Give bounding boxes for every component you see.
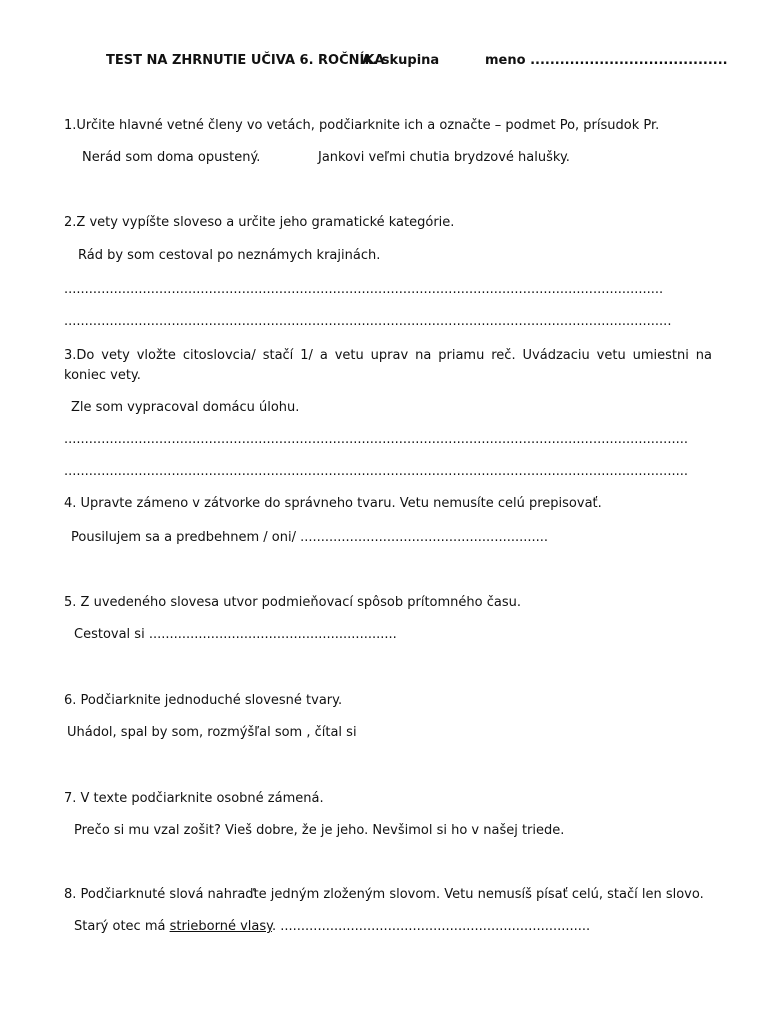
q8-instruction: 8. Podčiarknuté slová nahraďte jedným zloženým slovom. Vetu nemusíš písať celú, stačí len slovo. xyxy=(64,887,704,902)
q5-sentence: Cestoval si ............................................................ xyxy=(74,627,397,642)
q3-instruction: 3.Do vety vložte citoslovcia/ stačí 1/ a vetu uprav na priamu reč. Uvádzaciu vetu umiestni na koniec vety. xyxy=(64,348,712,383)
group-label: A. skupina xyxy=(362,53,440,68)
q2-sentence: Rád by som cestoval po neznámych krajinách. xyxy=(78,248,381,263)
q6-instruction: 6. Podčiarknite jednoduché slovesné tvary. xyxy=(64,693,343,708)
q3-sentence: Zle som vypracoval domácu úlohu. xyxy=(71,400,300,415)
q8-answer-line: . ........................................................................... xyxy=(271,919,591,934)
q4-sentence: Pousilujem sa a predbehnem / oni/ ............................................................ xyxy=(71,530,549,545)
q1-sentence-b: Jankovi veľmi chutia brydzové halušky. xyxy=(318,150,570,165)
name-field: meno ........................................ xyxy=(485,53,728,68)
q1-sentence-a: Nerád som doma opustený. xyxy=(82,150,261,165)
q7-instruction: 7. V texte podčiarknite osobné zámená. xyxy=(64,791,324,806)
test-title: TEST NA ZHRNUTIE UČIVA 6. ROČNÍKA xyxy=(106,53,385,68)
q4-instruction: 4. Upravte zámeno v zátvorke do správneho tvaru. Vetu nemusíte celú prepisovať. xyxy=(64,496,602,511)
q3-answer-line-1: ....................................................................................................................................................... xyxy=(64,432,688,447)
q7-sentence: Prečo si mu vzal zošit? Vieš dobre, že je jeho. Nevšimol si ho v našej triede. xyxy=(74,823,565,838)
q3-answer-line-2: ....................................................................................................................................................... xyxy=(64,464,688,479)
q5-instruction: 5. Z uvedeného slovesa utvor podmieňovací spôsob prítomného času. xyxy=(64,595,521,610)
q8-sentence-start: Starý otec má xyxy=(74,919,170,934)
q2-answer-line-1: ................................................................................................................................................. xyxy=(64,282,664,297)
q2-instruction: 2.Z vety vypíšte sloveso a určite jeho gramatické kategórie. xyxy=(64,215,455,230)
q1-instruction: 1.Určite hlavné vetné členy vo vetách, podčiarknite ich a označte – podmet Po, prísudok Pr. xyxy=(64,118,660,133)
q8-underlined-words: strieborné vlasy xyxy=(169,919,272,934)
q6-sentence: Uhádol, spal by som, rozmýšľal som , čítal si xyxy=(67,725,357,740)
q8-sentence xyxy=(74,919,590,935)
q2-answer-line-2: ................................................................................................................................................... xyxy=(64,314,672,329)
